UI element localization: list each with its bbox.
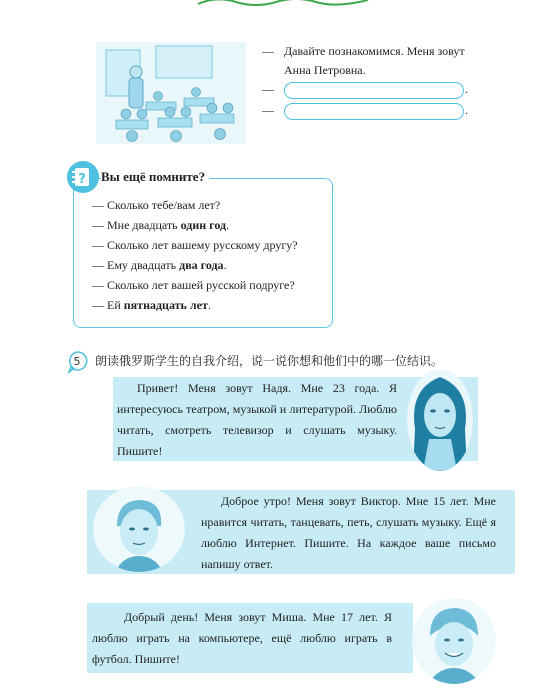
intro-text-nadya: Привет! Меня зовут Надя. Мне 23 года. Я интересуюсь театром, музыкой и литературой. Люблю читать, смотреть телевизор и слушать музыку. Пишите! [117, 381, 397, 458]
photo-viktor [93, 486, 185, 572]
dialogue-dash: — [262, 82, 274, 96]
exercise-number-badge [66, 350, 88, 374]
svg-text:?: ? [78, 172, 86, 187]
remember-line-3: — Сколько лет вашему русскому другу? [92, 238, 298, 252]
intro-text-misha: Добрый день! Меня зовут Миша. Мне 17 лет. Я люблю играть на компьютере, ещё люблю играть в футбол. Пишите! [92, 610, 392, 666]
answer-blank-2[interactable] [284, 103, 464, 120]
exercise-number: 5 [73, 355, 81, 368]
exercise-instruction: 朗读俄罗斯学生的自我介绍，说一说你想和他们中的哪一位结识。 [95, 354, 444, 368]
dialogue-dash: — [262, 103, 274, 117]
header-decoration [196, 0, 371, 8]
remember-line-6: — Ей пятнадцать лет. [92, 298, 211, 312]
remember-line-5: — Сколько лет вашей русской подруге? [92, 278, 295, 292]
dialogue-dash: — [262, 44, 274, 58]
dialogue-text-continued: Анна Петровна. [284, 63, 366, 77]
remember-title: Вы ещё помните? [101, 169, 209, 185]
remember-line-1: — Сколько тебе/вам лет? [92, 198, 221, 212]
notebook-question-icon [66, 160, 100, 194]
classroom-illustration [96, 42, 246, 144]
photo-nadya [407, 369, 473, 471]
remember-line-4: — Ему двадцать два года. [92, 258, 227, 272]
dialogue-end: . [465, 82, 468, 96]
remember-line-2: — Мне двадцать один год. [92, 218, 230, 232]
answer-blank-1[interactable] [284, 82, 464, 99]
dialogue-text: Давайте познакомимся. Меня зовут [284, 44, 465, 58]
photo-misha [412, 598, 496, 684]
dialogue-end: . [465, 103, 468, 117]
intro-text-viktor: Доброе утро! Меня зовут Виктор. Мне 15 лет. Мне нравится читать, танцевать, петь, слушать музыку. Ещё я люблю Интернет. Пишите. На каждое ваше письмо напишу ответ. [201, 494, 496, 571]
